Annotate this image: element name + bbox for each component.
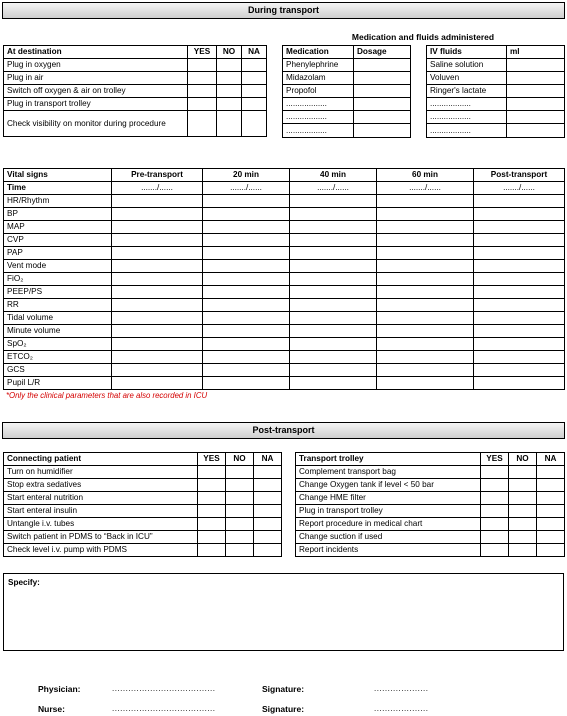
column-header: ml (507, 46, 565, 59)
vital-sign-row (4, 312, 565, 325)
column-header: 60 min (377, 169, 474, 182)
item-label: Switch patient in PDMS to “Back in ICU” (4, 531, 198, 544)
check-cell[interactable] (203, 221, 290, 234)
item-label: HR/Rhythm (4, 195, 112, 208)
time-label: Time (4, 182, 112, 195)
transport-trolley-row (296, 505, 565, 518)
check-cell[interactable] (188, 72, 217, 85)
check-cell[interactable] (203, 325, 290, 338)
item-label: PEEP/PS (4, 286, 112, 299)
item-label: Report incidents (296, 544, 481, 557)
medication-body (283, 59, 411, 138)
column-header: NO (226, 453, 254, 466)
connecting-patient-row (4, 505, 282, 518)
check-cell[interactable] (537, 531, 565, 544)
item-label: Turn on humidifier (4, 466, 198, 479)
specify-label: Specify: (8, 578, 40, 587)
nurse-signature-line[interactable]: .................... (374, 704, 429, 713)
check-cell[interactable] (290, 208, 377, 221)
check-cell[interactable] (474, 325, 565, 338)
check-cell[interactable] (242, 72, 267, 85)
check-cell[interactable] (474, 312, 565, 325)
item-label: Untangle i.v. tubes (4, 518, 198, 531)
check-cell[interactable] (377, 260, 474, 273)
check-cell[interactable] (290, 221, 377, 234)
nurse-label: Nurse: (38, 704, 65, 714)
check-cell[interactable] (474, 299, 565, 312)
column-header: NO (217, 46, 242, 59)
check-cell[interactable] (377, 325, 474, 338)
check-cell[interactable] (203, 273, 290, 286)
check-cell[interactable] (474, 338, 565, 351)
item-label: Ringer's lactate (427, 85, 507, 98)
check-cell[interactable] (226, 531, 254, 544)
connecting-patient-row (4, 531, 282, 544)
check-cell[interactable] (188, 111, 217, 137)
iv-fluid-row (427, 72, 565, 85)
physician-signature-label: Signature: (262, 684, 305, 694)
check-cell[interactable] (112, 221, 203, 234)
physician-name-line[interactable]: ...................................... (112, 684, 216, 693)
medication-row (283, 85, 411, 98)
check-cell[interactable] (474, 286, 565, 299)
check-cell[interactable] (481, 479, 509, 492)
transport-trolley-body (296, 466, 565, 557)
check-cell[interactable] (377, 208, 474, 221)
destination-row (4, 111, 267, 137)
check-cell[interactable] (290, 234, 377, 247)
check-cell[interactable] (254, 518, 282, 531)
check-cell[interactable] (203, 377, 290, 390)
nurse-signature-label: Signature: (262, 704, 305, 714)
check-cell[interactable] (354, 85, 411, 98)
check-cell[interactable] (507, 85, 565, 98)
check-cell[interactable] (377, 234, 474, 247)
item-label: ETCO₂ (4, 351, 112, 364)
vital-sign-row (4, 247, 565, 260)
check-cell[interactable] (481, 466, 509, 479)
post-transport-banner (2, 422, 565, 439)
check-cell[interactable] (354, 59, 411, 72)
check-cell[interactable] (198, 505, 226, 518)
check-cell[interactable] (203, 195, 290, 208)
physician-label: Physician: (38, 684, 81, 694)
check-cell[interactable] (112, 234, 203, 247)
check-cell[interactable] (290, 377, 377, 390)
medication-row (283, 98, 411, 111)
iv-fluids-body (427, 59, 565, 138)
check-cell[interactable] (198, 531, 226, 544)
iv-fluid-row (427, 85, 565, 98)
check-cell[interactable] (354, 72, 411, 85)
vital-sign-row (4, 299, 565, 312)
specify-box[interactable] (3, 573, 564, 651)
check-cell[interactable] (217, 98, 242, 111)
check-cell[interactable] (112, 195, 203, 208)
check-cell[interactable] (509, 531, 537, 544)
column-header: YES (188, 46, 217, 59)
check-cell[interactable] (474, 273, 565, 286)
iv-fluid-row (427, 124, 565, 138)
item-label: .................. (427, 98, 507, 111)
column-header: Pre-transport (112, 169, 203, 182)
item-label: .................. (427, 111, 507, 124)
check-cell[interactable] (112, 377, 203, 390)
check-cell[interactable] (507, 59, 565, 72)
check-cell[interactable] (290, 260, 377, 273)
vital-signs-table (3, 168, 565, 390)
vital-sign-row (4, 338, 565, 351)
check-cell[interactable] (507, 98, 565, 111)
medication-row (283, 111, 411, 124)
check-cell[interactable] (254, 544, 282, 557)
connecting-patient-row (4, 492, 282, 505)
during-transport-banner (2, 2, 565, 19)
check-cell[interactable] (203, 312, 290, 325)
destination-header-row (4, 46, 267, 59)
iv-fluids-header-row (427, 46, 565, 59)
item-label: PAP (4, 247, 112, 260)
check-cell[interactable] (203, 351, 290, 364)
destination-body (4, 59, 267, 137)
check-cell[interactable] (198, 479, 226, 492)
item-label: Plug in transport trolley (296, 505, 481, 518)
item-label: Check visibility on monitor during procedure (4, 111, 188, 137)
vital-sign-row (4, 234, 565, 247)
check-cell[interactable] (203, 364, 290, 377)
check-cell[interactable] (507, 124, 565, 138)
check-cell[interactable] (509, 505, 537, 518)
check-cell[interactable] (188, 98, 217, 111)
vital-sign-row (4, 364, 565, 377)
item-label: .................. (283, 124, 354, 138)
check-cell[interactable] (242, 98, 267, 111)
check-cell[interactable] (217, 111, 242, 137)
vital-sign-row (4, 221, 565, 234)
check-cell[interactable] (377, 351, 474, 364)
check-cell[interactable] (290, 195, 377, 208)
check-cell[interactable] (290, 338, 377, 351)
transport-trolley-row (296, 479, 565, 492)
connecting-patient-row (4, 544, 282, 557)
check-cell[interactable] (112, 338, 203, 351)
check-cell[interactable] (254, 531, 282, 544)
check-cell[interactable] (509, 466, 537, 479)
check-cell[interactable] (226, 544, 254, 557)
check-cell[interactable] (217, 59, 242, 72)
check-cell[interactable] (290, 325, 377, 338)
item-label: Voluven (427, 72, 507, 85)
destination-table (3, 45, 267, 137)
check-cell[interactable] (507, 72, 565, 85)
item-label: Plug in transport trolley (4, 98, 188, 111)
item-label: RR (4, 299, 112, 312)
column-header: Vital signs (4, 169, 112, 182)
check-cell[interactable] (290, 247, 377, 260)
item-label: Saline solution (427, 59, 507, 72)
item-label: Plug in air (4, 72, 188, 85)
check-cell[interactable] (112, 208, 203, 221)
check-cell[interactable] (377, 247, 474, 260)
check-cell[interactable] (537, 544, 565, 557)
check-cell[interactable] (198, 544, 226, 557)
item-label: Complement transport bag (296, 466, 481, 479)
vital-signs-body (4, 195, 565, 390)
check-cell[interactable] (112, 312, 203, 325)
iv-fluids-table (426, 45, 565, 138)
vital-sign-row (4, 325, 565, 338)
check-cell[interactable] (112, 260, 203, 273)
medication-row (283, 124, 411, 138)
column-header: Connecting patient (4, 453, 198, 466)
transport-trolley-header-row (296, 453, 565, 466)
check-cell[interactable] (509, 544, 537, 557)
check-cell[interactable] (198, 492, 226, 505)
check-cell[interactable] (474, 260, 565, 273)
destination-row (4, 85, 267, 98)
time-value[interactable]: ......./...... (112, 182, 203, 195)
iv-fluid-row (427, 111, 565, 124)
medication-section-title: Medication and fluids administered (351, 32, 495, 42)
time-value[interactable]: ......./...... (474, 182, 565, 195)
time-value[interactable]: ......./...... (203, 182, 290, 195)
item-label: Midazolam (283, 72, 354, 85)
check-cell[interactable] (226, 518, 254, 531)
check-cell[interactable] (474, 364, 565, 377)
check-cell[interactable] (290, 299, 377, 312)
item-label: .................. (283, 111, 354, 124)
check-cell[interactable] (112, 286, 203, 299)
check-cell[interactable] (198, 466, 226, 479)
item-label: Pupil L/R (4, 377, 112, 390)
check-cell[interactable] (537, 492, 565, 505)
check-cell[interactable] (290, 286, 377, 299)
check-cell[interactable] (242, 59, 267, 72)
check-cell[interactable] (537, 479, 565, 492)
check-cell[interactable] (188, 59, 217, 72)
connecting-patient-row (4, 466, 282, 479)
destination-row (4, 59, 267, 72)
item-label: Tidal volume (4, 312, 112, 325)
vital-sign-row (4, 377, 565, 390)
connecting-patient-row (4, 479, 282, 492)
check-cell[interactable] (203, 260, 290, 273)
check-cell[interactable] (290, 273, 377, 286)
item-label: Minute volume (4, 325, 112, 338)
check-cell[interactable] (112, 351, 203, 364)
check-cell[interactable] (203, 234, 290, 247)
vital-sign-row (4, 195, 565, 208)
column-header: 40 min (290, 169, 377, 182)
check-cell[interactable] (354, 111, 411, 124)
item-label: MAP (4, 221, 112, 234)
transport-trolley-table (295, 452, 565, 557)
column-header: Dosage (354, 46, 411, 59)
check-cell[interactable] (254, 505, 282, 518)
check-cell[interactable] (226, 505, 254, 518)
check-cell[interactable] (112, 247, 203, 260)
transport-trolley-row (296, 466, 565, 479)
connecting-patient-row (4, 518, 282, 531)
item-label: FiO₂ (4, 273, 112, 286)
check-cell[interactable] (474, 221, 565, 234)
check-cell[interactable] (203, 299, 290, 312)
vital-sign-row (4, 273, 565, 286)
medication-row (283, 72, 411, 85)
check-cell[interactable] (481, 505, 509, 518)
check-cell[interactable] (198, 518, 226, 531)
item-label: Plug in oxygen (4, 59, 188, 72)
check-cell[interactable] (226, 492, 254, 505)
check-cell[interactable] (537, 505, 565, 518)
check-cell[interactable] (112, 273, 203, 286)
check-cell[interactable] (290, 351, 377, 364)
check-cell[interactable] (474, 208, 565, 221)
column-header: NA (254, 453, 282, 466)
iv-fluid-row (427, 59, 565, 72)
check-cell[interactable] (509, 479, 537, 492)
item-label: Stop extra sedatives (4, 479, 198, 492)
check-cell[interactable] (377, 338, 474, 351)
item-label: Change Oxygen tank if level < 50 bar (296, 479, 481, 492)
check-cell[interactable] (254, 479, 282, 492)
clinical-parameters-note: *Only the clinical parameters that are also recorded in ICU (6, 391, 208, 400)
check-cell[interactable] (481, 518, 509, 531)
item-label: Start enteral nutrition (4, 492, 198, 505)
check-cell[interactable] (354, 98, 411, 111)
check-cell[interactable] (377, 221, 474, 234)
column-header: NO (509, 453, 537, 466)
item-label: CVP (4, 234, 112, 247)
item-label: Vent mode (4, 260, 112, 273)
transport-trolley-row (296, 518, 565, 531)
iv-fluid-row (427, 98, 565, 111)
check-cell[interactable] (481, 492, 509, 505)
vital-signs-time-row (4, 182, 565, 195)
check-cell[interactable] (254, 492, 282, 505)
vital-signs-header-row (4, 169, 565, 182)
column-header: YES (481, 453, 509, 466)
nurse-name-line[interactable]: ...................................... (112, 704, 216, 713)
check-cell[interactable] (203, 208, 290, 221)
check-cell[interactable] (474, 195, 565, 208)
item-label: .................. (427, 124, 507, 138)
check-cell[interactable] (507, 111, 565, 124)
connecting-patient-body (4, 466, 282, 557)
transport-trolley-row (296, 492, 565, 505)
check-cell[interactable] (377, 286, 474, 299)
column-header: Medication (283, 46, 354, 59)
post-transport-title: Post-transport (252, 425, 315, 435)
check-cell[interactable] (112, 299, 203, 312)
check-cell[interactable] (242, 85, 267, 98)
check-cell[interactable] (203, 247, 290, 260)
check-cell[interactable] (203, 286, 290, 299)
item-label: Propofol (283, 85, 354, 98)
item-label: Phenylephrine (283, 59, 354, 72)
check-cell[interactable] (509, 492, 537, 505)
time-value[interactable]: ......./...... (290, 182, 377, 195)
item-label: .................. (283, 98, 354, 111)
column-header: Post-transport (474, 169, 565, 182)
check-cell[interactable] (474, 247, 565, 260)
physician-signature-line[interactable]: .................... (374, 684, 429, 693)
column-header: 20 min (203, 169, 290, 182)
column-header: NA (242, 46, 267, 59)
check-cell[interactable] (203, 338, 290, 351)
item-label: Change suction if used (296, 531, 481, 544)
vital-sign-row (4, 260, 565, 273)
check-cell[interactable] (481, 544, 509, 557)
check-cell[interactable] (112, 325, 203, 338)
check-cell[interactable] (112, 364, 203, 377)
item-label: Change HME filter (296, 492, 481, 505)
time-value[interactable]: ......./...... (377, 182, 474, 195)
vital-sign-row (4, 351, 565, 364)
item-label: Start enteral insulin (4, 505, 198, 518)
item-label: SpO₂ (4, 338, 112, 351)
item-label: BP (4, 208, 112, 221)
column-header: NA (537, 453, 565, 466)
check-cell[interactable] (474, 351, 565, 364)
check-cell[interactable] (217, 72, 242, 85)
destination-row (4, 72, 267, 85)
column-header: At destination (4, 46, 188, 59)
during-transport-title: During transport (248, 5, 319, 15)
item-label: Switch off oxygen & air on trolley (4, 85, 188, 98)
check-cell[interactable] (474, 234, 565, 247)
check-cell[interactable] (377, 195, 474, 208)
transport-trolley-row (296, 544, 565, 557)
check-cell[interactable] (290, 364, 377, 377)
transport-trolley-row (296, 531, 565, 544)
check-cell[interactable] (537, 518, 565, 531)
column-header: YES (198, 453, 226, 466)
check-cell[interactable] (226, 466, 254, 479)
medication-table (282, 45, 411, 138)
check-cell[interactable] (217, 85, 242, 98)
check-cell[interactable] (290, 312, 377, 325)
vital-sign-row (4, 208, 565, 221)
item-label: Check level i.v. pump with PDMS (4, 544, 198, 557)
check-cell[interactable] (188, 85, 217, 98)
check-cell[interactable] (254, 466, 282, 479)
vital-sign-row (4, 286, 565, 299)
item-label: GCS (4, 364, 112, 377)
medication-row (283, 59, 411, 72)
check-cell[interactable] (377, 273, 474, 286)
check-cell[interactable] (226, 479, 254, 492)
check-cell[interactable] (474, 377, 565, 390)
check-cell[interactable] (537, 466, 565, 479)
check-cell[interactable] (481, 531, 509, 544)
connecting-patient-header-row (4, 453, 282, 466)
item-label: Report procedure in medical chart (296, 518, 481, 531)
connecting-patient-table (3, 452, 282, 557)
column-header: Transport trolley (296, 453, 481, 466)
check-cell[interactable] (242, 111, 267, 137)
check-cell[interactable] (377, 312, 474, 325)
column-header: IV fluids (427, 46, 507, 59)
check-cell[interactable] (377, 364, 474, 377)
check-cell[interactable] (377, 299, 474, 312)
check-cell[interactable] (377, 377, 474, 390)
medication-header-row (283, 46, 411, 59)
destination-row (4, 98, 267, 111)
check-cell[interactable] (354, 124, 411, 138)
check-cell[interactable] (509, 518, 537, 531)
